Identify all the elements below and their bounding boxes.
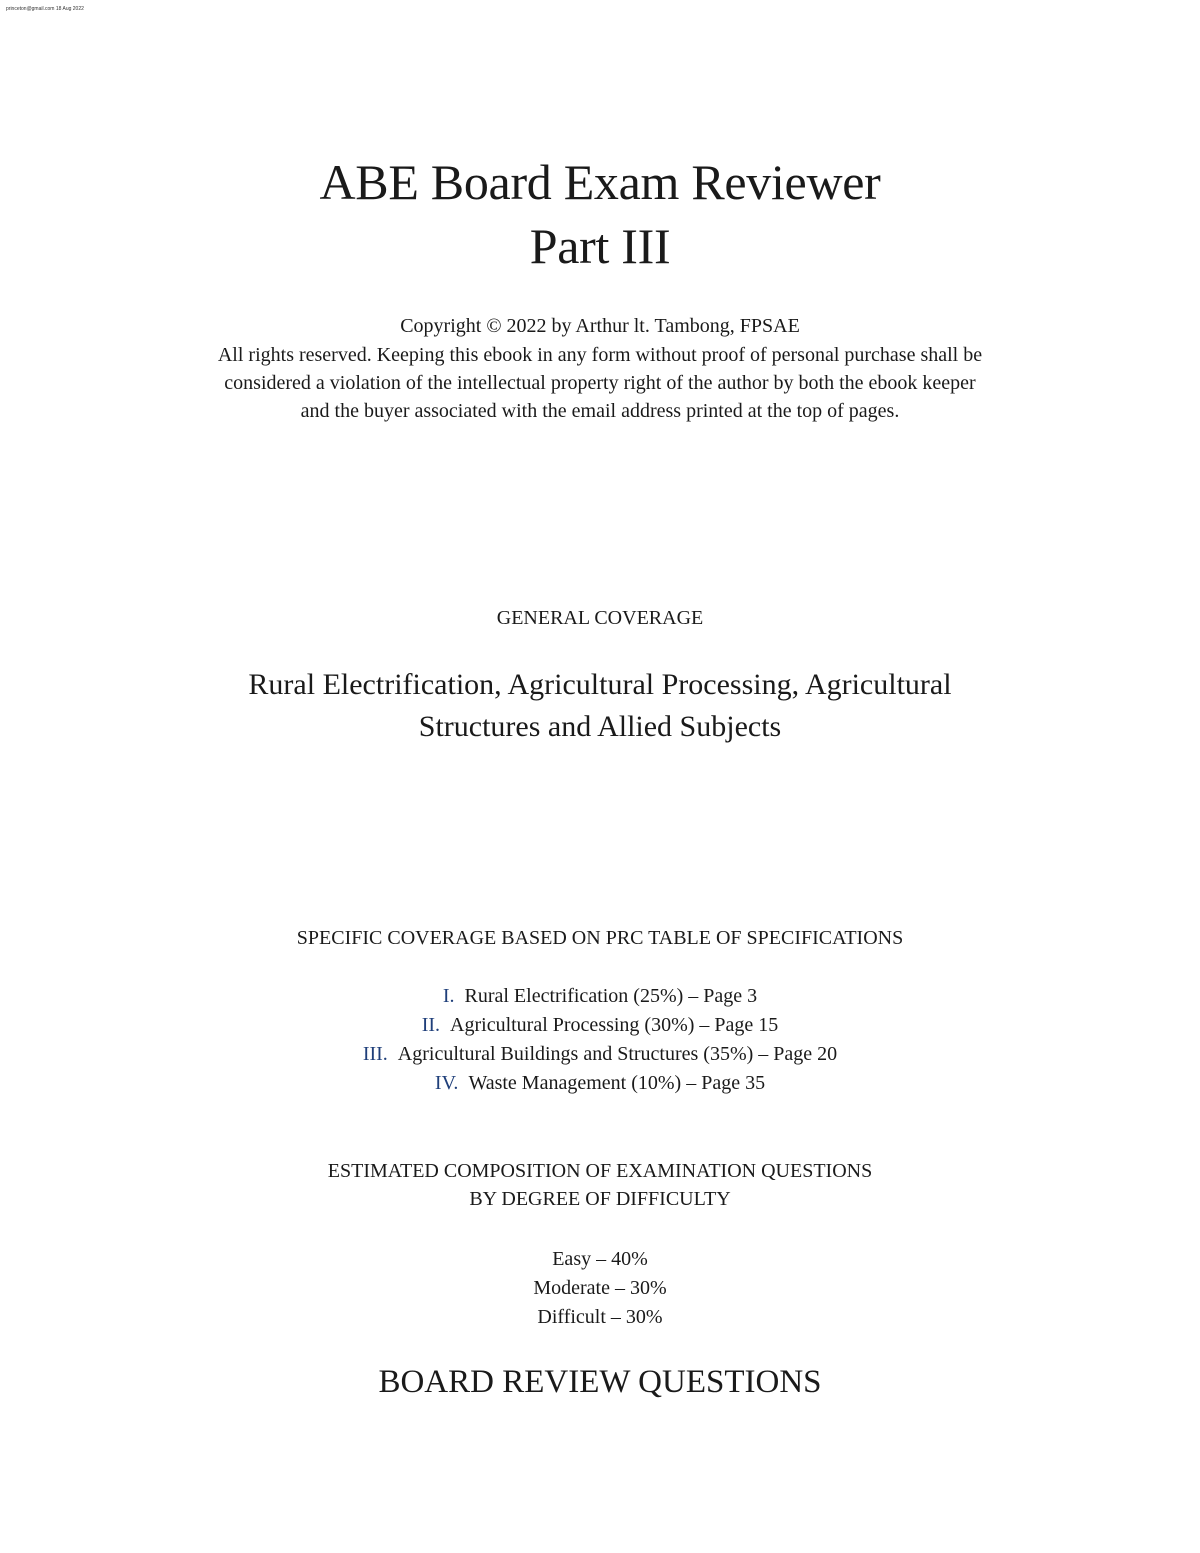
coverage-item-link[interactable]: Agricultural Buildings and Structures (35%) – Page 20: [397, 1043, 838, 1065]
email-watermark: princeton@gmail.com 18 Aug 2022: [6, 6, 84, 12]
copyright-line: Copyright © 2022 by Arthur lt. Tambong, FPSAE: [400, 315, 800, 337]
composition-heading: [0, 1157, 1200, 1213]
coverage-item: [0, 1040, 1200, 1069]
coverage-item: [0, 1069, 1200, 1098]
coverage-item-numeral: III.: [362, 1043, 388, 1065]
coverage-item-link[interactable]: Rural Electrification (25%) – Page 3: [464, 985, 758, 1007]
coverage-item-numeral: IV.: [434, 1072, 459, 1094]
difficulty-item: Moderate – 30%: [533, 1277, 667, 1299]
coverage-item-link[interactable]: Agricultural Processing (30%) – Page 15: [450, 1014, 779, 1036]
title-line-1: ABE Board Exam Reviewer: [319, 154, 881, 210]
rights-notice-line-1: All rights reserved. Keeping this ebook in any form without proof of personal purchase shall be: [217, 344, 983, 366]
difficulty-list: [0, 1245, 1200, 1332]
general-coverage-subjects: [150, 664, 1050, 748]
coverage-item-link[interactable]: Waste Management (10%) – Page 35: [468, 1072, 766, 1094]
coverage-item: [0, 982, 1200, 1011]
composition-heading-line-2: BY DEGREE OF DIFFICULTY: [469, 1188, 731, 1210]
board-review-heading: BOARD REVIEW QUESTIONS: [378, 1364, 822, 1400]
document-title: [0, 150, 1200, 278]
rights-notice-line-2: considered a violation of the intellectual property right of the author by both the ebook keeper: [224, 372, 976, 394]
coverage-item-numeral: I.: [442, 985, 455, 1007]
general-coverage-subjects-line-2: Structures and Allied Subjects: [418, 710, 782, 743]
rights-notice-line-3: and the buyer associated with the email address printed at the top of pages.: [300, 400, 900, 422]
general-coverage-heading: GENERAL COVERAGE: [496, 607, 704, 629]
coverage-item-numeral: II.: [421, 1014, 441, 1036]
composition-heading-line-1: ESTIMATED COMPOSITION OF EXAMINATION QUESTIONS: [327, 1160, 873, 1182]
rights-notice: [140, 341, 1060, 425]
difficulty-item: Difficult – 30%: [537, 1306, 663, 1328]
coverage-item: [0, 1011, 1200, 1040]
specific-coverage-list: [0, 982, 1200, 1098]
general-coverage-subjects-line-1: Rural Electrification, Agricultural Processing, Agricultural: [248, 668, 952, 701]
title-line-2: Part III: [529, 218, 671, 274]
specific-coverage-heading: SPECIFIC COVERAGE BASED ON PRC TABLE OF SPECIFICATIONS: [296, 927, 904, 949]
difficulty-item: Easy – 40%: [552, 1248, 648, 1270]
